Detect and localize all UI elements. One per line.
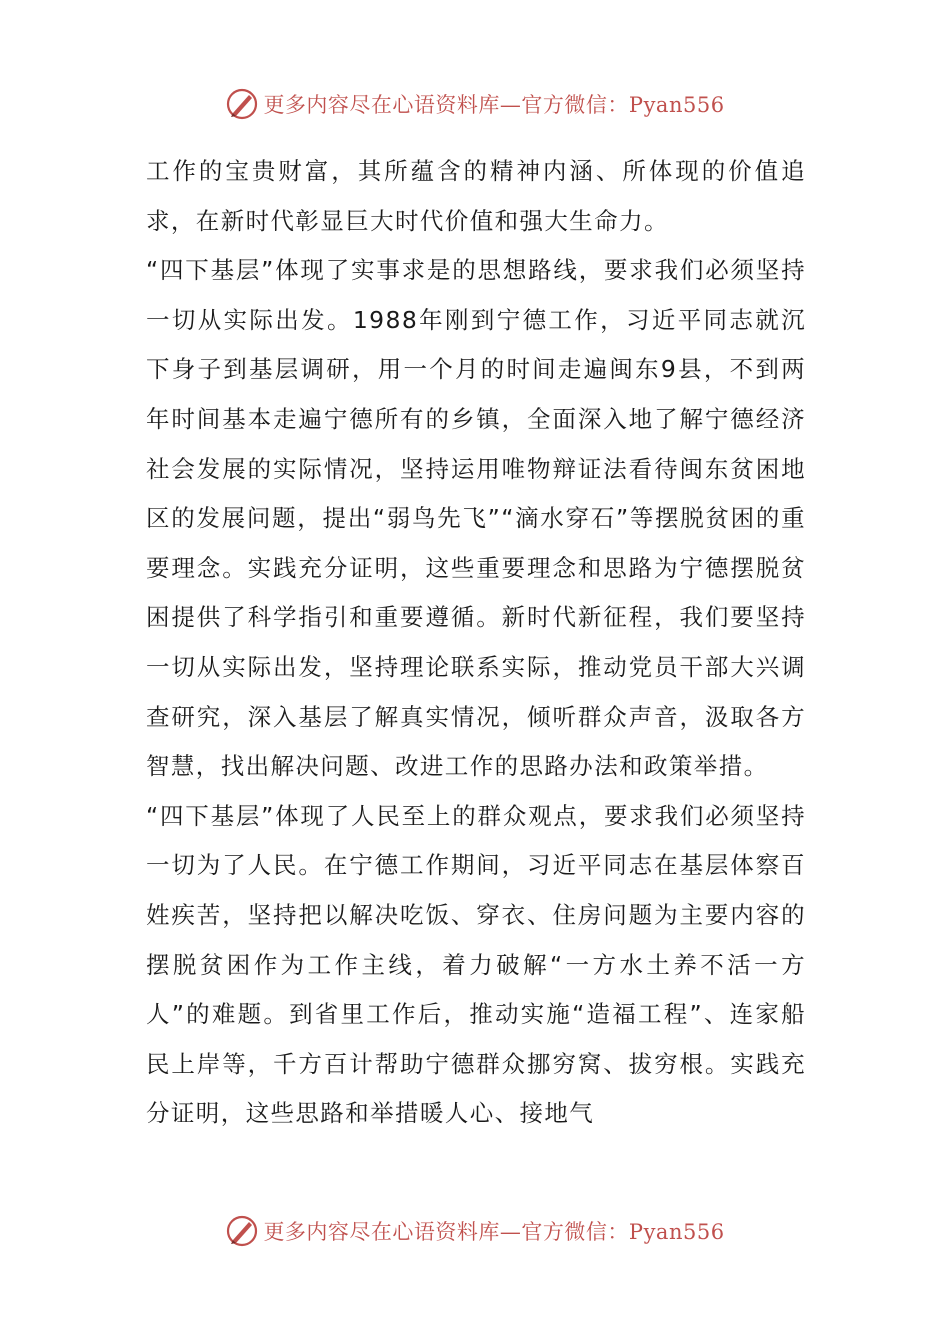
header-banner-text: 更多内容尽在心语资料库—官方微信：Pyan556 bbox=[263, 93, 725, 117]
footer-banner-text: 更多内容尽在心语资料库—官方微信：Pyan556 bbox=[263, 1220, 725, 1244]
paragraph-1: 工作的宝贵财富，其所蕴含的精神内涵、所体现的价值追求，在新时代彰显巨大时代价值和强大生命力。 bbox=[146, 157, 806, 235]
header-banner bbox=[0, 84, 950, 124]
document-body bbox=[146, 147, 806, 1139]
paragraph-3: “四下基层”体现了人民至上的群众观点，要求我们必须坚持一切为了人民。在宁德工作期间，习近平同志在基层体察百姓疾苦，坚持把以解决吃饭、穿衣、住房问题为主要内容的摆脱贫困作为工作主线，着力破解“一方水土养不活一方人”的难题。到省里工作后，推动实施“造福工程”、连家船民上岸等，千方百计帮助宁德群众挪穷窝、拔穷根。实践充分证明，这些思路和举措暖人心、接地气 bbox=[146, 801, 806, 1128]
paragraph-2: “四下基层”体现了实事求是的思想路线，要求我们必须坚持一切从实际出发。1988年刚到宁德工作，习近平同志就沉下身子到基层调研，用一个月的时间走遍闽东9县，不到两年时间基本走遍宁德所有的乡镇，全面深入地了解宁德经济社会发展的实际情况，坚持运用唯物辩证法看待闽东贫困地区的发展问题，提出“弱鸟先飞”“滴水穿石”等摆脱贫困的重要理念。实践充分证明，这些重要理念和思路为宁德摆脱贫困提供了科学指引和重要遵循。新时代新征程，我们要坚持一切从实际出发，坚持理论联系实际，推动党员干部大兴调查研究，深入基层了解真实情况，倾听群众声音，汲取各方智慧，找出解决问题、改进工作的思路办法和政策举措。 bbox=[146, 256, 806, 781]
footer-banner bbox=[0, 1211, 950, 1251]
pen-circle-logo-icon bbox=[225, 1214, 259, 1248]
pen-circle-logo-icon bbox=[225, 87, 259, 121]
